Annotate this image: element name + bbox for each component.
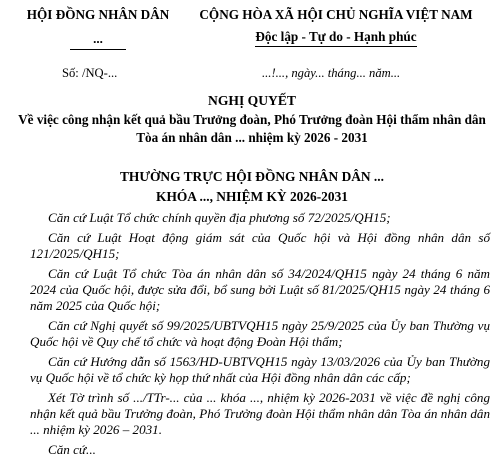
document-number: Số: /NQ-...: [62, 66, 118, 80]
national-header-block: [186, 7, 486, 47]
legal-basis-item: Căn cứ Hướng dẫn số 1563/HD-UBTVQH15 ngày 13/03/2026 của Ủy ban Thường vụ Quốc hội về tổ chức kỳ họp thứ nhất của Hội đồng nhân dân các cấp;: [30, 354, 490, 385]
document-type: NGHỊ QUYẾT: [208, 93, 296, 108]
legal-basis-item: Căn cứ Luật Tổ chức Tòa án nhân dân số 34/2024/QH15 ngày 24 tháng 6 năm 2024 của Quốc hội, được sửa đổi, bổ sung bởi Luật số 81/2025/QH15 ngày 24 tháng 6 năm 2025 của Quốc hội;: [30, 266, 490, 313]
issuing-authority-placeholder: ...: [93, 31, 103, 46]
document-date: ...!..., ngày... tháng... năm...: [262, 66, 401, 80]
authority-divider: [70, 49, 126, 50]
legal-basis-item: Căn cứ Nghị quyết số 99/2025/UBTVQH15 ngày 25/9/2025 của Ủy ban Thường vụ Quốc hội về Quy chế tổ chức và hoạt động Đoàn Hội thẩm;: [30, 318, 490, 349]
council-term: KHÓA ..., NHIỆM KỲ 2026-2031: [156, 189, 348, 204]
legal-bases: [30, 210, 490, 458]
legal-basis-item: Xét Tờ trình số .../TTr-... của ... khóa ..., nhiệm kỳ 2026-2031 về việc đề nghị công nhận kết quả bầu Trưởng đoàn, Phó Trưởng đoàn Hội thẩm nhân dân Tòa án nhân dân ... nhiệm kỳ 2026 – 2031.: [30, 390, 490, 437]
issuing-authority-name: HỘI ĐỒNG NHÂN DÂN: [26, 7, 170, 22]
document-subject: Về việc công nhận kết quả bầu Trưởng đoàn, Phó Trưởng đoàn Hội thẩm nhân dân Tòa án nhân dân ... nhiệm kỳ 2026 - 2031: [18, 112, 486, 145]
legal-basis-item: Căn cứ Luật Tổ chức chính quyền địa phương số 72/2025/QH15;: [48, 210, 391, 225]
issuing-authority-block: [14, 7, 182, 50]
legal-basis-item: Căn cứ...: [48, 442, 96, 457]
council-name: THƯỜNG TRỰC HỘI ĐỒNG NHÂN DÂN ...: [120, 169, 384, 184]
council-heading-block: [14, 167, 490, 207]
document-title-block: [14, 92, 490, 147]
country-name: CỘNG HÒA XÃ HỘI CHỦ NGHĨA VIỆT NAM: [199, 7, 473, 22]
national-motto: Độc lập - Tự do - Hạnh phúc: [255, 29, 416, 47]
legal-basis-item: Căn cứ Luật Hoạt động giám sát của Quốc hội và Hội đồng nhân dân số 121/2025/QH15;: [30, 230, 490, 261]
